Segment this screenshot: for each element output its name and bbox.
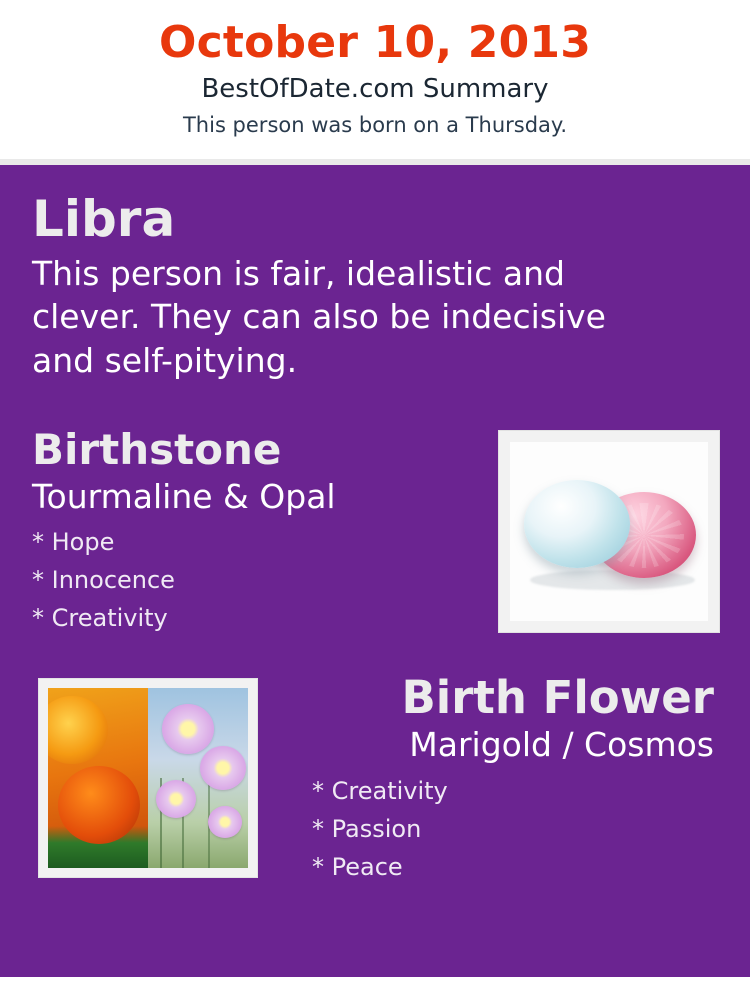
birthflower-traits xyxy=(278,776,714,881)
birthstone-title: Birthstone xyxy=(32,425,282,475)
site-summary-subtitle: BestOfDate.com Summary xyxy=(201,74,549,105)
birthflower-image-inner xyxy=(48,688,248,868)
cosmos-bloom-icon xyxy=(208,806,242,838)
cosmos-bloom-icon xyxy=(156,780,196,818)
details-panel xyxy=(0,165,750,977)
birthflower-image xyxy=(38,678,258,878)
birthflower-section xyxy=(0,671,750,914)
cosmos-photo-half xyxy=(148,688,248,868)
zodiac-title: Libra xyxy=(32,190,176,249)
birthstone-image xyxy=(498,430,720,633)
birthflower-trait: * Passion xyxy=(312,814,422,843)
birthstone-name: Tourmaline & Opal xyxy=(32,476,336,516)
birthstone-trait: * Creativity xyxy=(32,604,168,633)
birthstone-trait: * Hope xyxy=(32,528,115,557)
birthflower-trait: * Peace xyxy=(312,852,403,881)
page-header xyxy=(0,0,750,147)
zodiac-description: This person is fair, idealistic and clever. They can also be indecisive and self-pitying. xyxy=(32,253,606,380)
birthflower-name: Marigold / Cosmos xyxy=(409,725,714,765)
gem-shadow xyxy=(530,570,695,590)
birth-weekday-note: This person was born on a Thursday. xyxy=(182,113,568,138)
cosmos-bloom-icon xyxy=(200,746,246,790)
marigold-photo-half xyxy=(48,688,148,868)
birthstone-image-inner xyxy=(510,442,708,621)
birthflower-text xyxy=(278,671,720,881)
foliage-gradient xyxy=(48,826,148,868)
birthflower-title: Birth Flower xyxy=(401,671,714,725)
birthflower-trait: * Creativity xyxy=(312,776,448,805)
opal-gem-icon xyxy=(524,480,630,568)
birthstone-trait: * Innocence xyxy=(32,566,175,595)
page-title: October 10, 2013 xyxy=(158,17,592,68)
zodiac-section xyxy=(0,190,750,382)
birthstone-section xyxy=(0,425,750,633)
cosmos-bloom-icon xyxy=(162,704,214,754)
